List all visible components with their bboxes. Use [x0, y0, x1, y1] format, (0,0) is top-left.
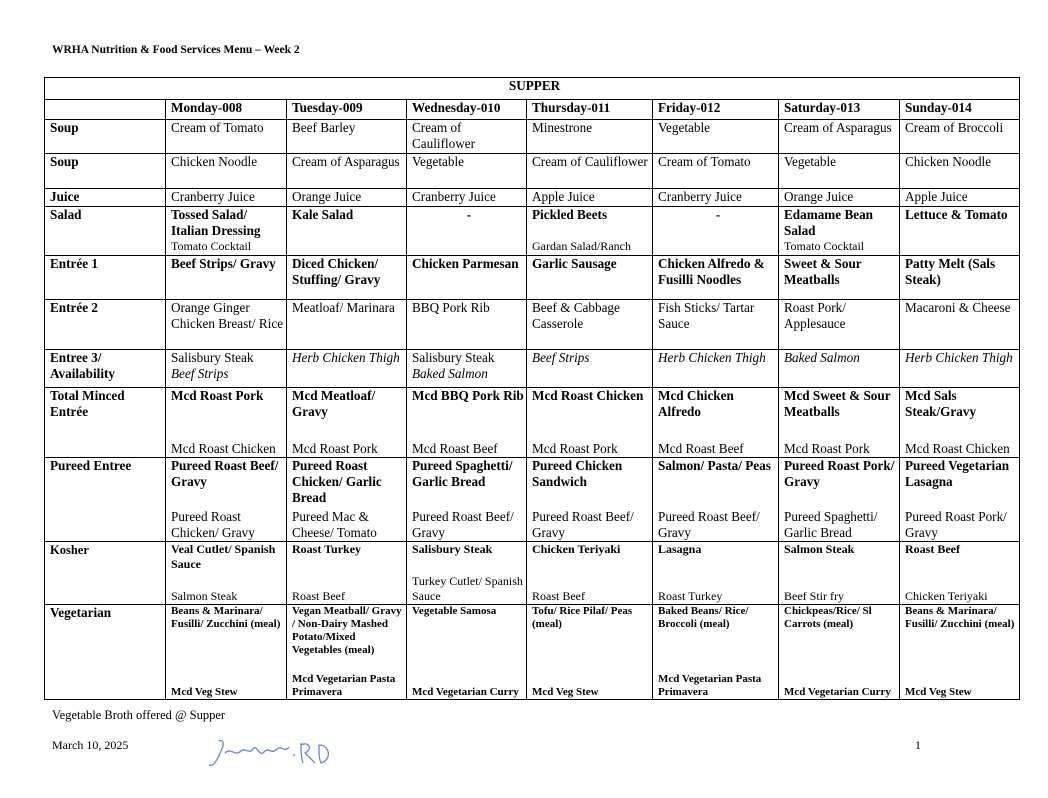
menu-cell: Vegetable: [779, 154, 900, 189]
minced-alternate: Mcd Roast Chicken: [905, 441, 1010, 456]
kosher-alternate: Turkey Cutlet/ Spanish Sauce: [412, 574, 523, 603]
menu-cell: [527, 388, 653, 458]
menu-cell: Roast Pork/ Applesauce: [779, 300, 900, 350]
availability-item: Beef Strips: [532, 350, 590, 365]
menu-cell: Cream of Cauliflower: [407, 120, 527, 154]
menu-cell: [166, 458, 287, 542]
salad-item: Pickled Beets: [532, 207, 608, 222]
vegetarian-alternate: Mcd Vegetarian Pasta Primavera: [292, 673, 396, 698]
vegetarian-item: Vegetable Samosa: [412, 605, 497, 617]
row-label-entree2: Entrée 2: [45, 300, 166, 350]
salad-side: Tomato Cocktail: [784, 239, 865, 253]
menu-cell: Orange Ginger Chicken Breast/ Rice: [166, 300, 287, 350]
day-header: [527, 100, 653, 120]
vegetarian-alternate: Mcd Vegetarian Curry: [412, 686, 519, 698]
minced-item: Mcd Roast Pork: [171, 388, 264, 403]
minced-alternate: Mcd Roast Pork: [784, 441, 870, 456]
day-name: Thursday-: [532, 100, 592, 115]
vegetarian-alternate: Mcd Vegetarian Curry: [784, 686, 891, 698]
menu-cell: [527, 350, 653, 388]
availability-item: Baked Salmon: [412, 366, 488, 381]
menu-cell: [527, 605, 653, 700]
kosher-item: Lasagna: [658, 542, 702, 556]
menu-cell: Patty Melt (Sals Steak): [900, 256, 1020, 300]
menu-cell: Cranberry Juice: [166, 189, 287, 207]
kosher-item: Roast Beef: [905, 542, 960, 556]
menu-cell: [900, 605, 1020, 700]
menu-cell: [287, 542, 407, 605]
menu-cell: [779, 388, 900, 458]
minced-item: Mcd Chicken Alfredo: [658, 388, 734, 419]
menu-cell: Chicken Noodle: [166, 154, 287, 189]
document-title: WRHA Nutrition & Food Services Menu – Week 2: [52, 44, 300, 56]
menu-cell: Minestrone: [527, 120, 653, 154]
pureed-alternate: Pureed Roast Chicken/ Gravy: [171, 509, 255, 540]
vegetarian-item: Baked Beans/ Rice/ Broccoli (meal): [658, 605, 749, 630]
vegetarian-item: Vegan Meatball/ Gravy / Non-Dairy Mashed Potato/Mixed Vegetables (meal): [292, 605, 402, 656]
minced-item: Mcd Roast Chicken: [532, 388, 644, 403]
salad-item: Edamame Bean Salad: [784, 207, 874, 238]
menu-cell: [779, 605, 900, 700]
kosher-item: Veal Cutlet/ Spanish Sauce: [171, 542, 276, 571]
meal-heading: SUPPER: [45, 78, 1020, 100]
menu-cell: [527, 207, 653, 256]
row-label-kosher: Kosher: [45, 542, 166, 605]
signature: [205, 733, 345, 773]
menu-cell: [779, 207, 900, 256]
menu-cell: Fish Sticks/ Tartar Sauce: [653, 300, 779, 350]
menu-cell: [287, 605, 407, 700]
day-name: Saturday-: [784, 100, 841, 115]
menu-cell: Cranberry Juice: [653, 189, 779, 207]
pureed-item: Pureed Vegetarian Lasagna: [905, 458, 1010, 489]
menu-cell: Apple Juice: [527, 189, 653, 207]
row-label-entree1: Entrée 1: [45, 256, 166, 300]
salad-side: Tomato Cocktail: [171, 239, 252, 253]
minced-item: Mcd Sals Steak/Gravy: [905, 388, 977, 419]
kosher-alternate: Roast Beef: [292, 589, 345, 603]
pureed-alternate: Pureed Roast Pork/ Gravy: [905, 509, 1007, 540]
menu-cell: Meatloaf/ Marinara: [287, 300, 407, 350]
row-label-salad: Salad: [45, 207, 166, 256]
row-label-pureed: Pureed Entree: [45, 458, 166, 542]
pureed-item: Salmon/ Pasta/ Peas: [658, 458, 771, 473]
kosher-item: Salisbury Steak: [412, 542, 493, 556]
minced-item: Mcd Meatloaf/ Gravy: [292, 388, 376, 419]
menu-cell: [287, 388, 407, 458]
menu-cell: Beef Strips/ Gravy: [166, 256, 287, 300]
availability-item: Herb Chicken Thigh: [292, 350, 400, 365]
vegetarian-alternate: Mcd Vegetarian Pasta Primavera: [658, 673, 762, 698]
menu-cell: Orange Juice: [287, 189, 407, 207]
row-label-entree3: Entree 3/ Availability: [45, 350, 166, 388]
menu-cell: Cream of Tomato: [653, 154, 779, 189]
day-name: Tuesday-: [292, 100, 343, 115]
vegetarian-item: Tofu/ Rice Pilaf/ Peas (meal): [532, 605, 633, 630]
day-number: 010: [480, 100, 501, 115]
minced-alternate: Mcd Roast Pork: [292, 441, 378, 456]
menu-cell: [653, 542, 779, 605]
menu-cell: [653, 605, 779, 700]
supper-menu-table: [44, 77, 1019, 700]
document-date: March 10, 2025: [52, 738, 129, 752]
menu-cell: Chicken Parmesan: [407, 256, 527, 300]
menu-cell: Cream of Asparagus: [287, 154, 407, 189]
day-header: [166, 100, 287, 120]
row-label-soup2: Soup: [45, 154, 166, 189]
minced-item: Mcd BBQ Pork Rib: [412, 388, 524, 403]
availability-item: Salisbury Steak: [412, 350, 495, 365]
menu-cell: Beef & Cabbage Casserole: [527, 300, 653, 350]
day-name: Friday-: [658, 100, 701, 115]
kosher-alternate: Beef Stir fry: [784, 589, 844, 603]
kosher-alternate: Roast Beef: [532, 589, 585, 603]
day-number: 012: [700, 100, 721, 115]
menu-cell: [653, 458, 779, 542]
kosher-alternate: Salmon Steak: [171, 589, 238, 603]
pureed-alternate: Pureed Mac & Cheese/ Tomato: [292, 509, 377, 540]
availability-item: Herb Chicken Thigh: [658, 350, 766, 365]
menu-cell: Cream of Tomato: [166, 120, 287, 154]
row-label-juice: Juice: [45, 189, 166, 207]
vegetarian-item: Chickpeas/Rice/ Sl Carrots (meal): [784, 605, 872, 630]
menu-cell: [653, 350, 779, 388]
day-number: 011: [591, 100, 611, 115]
menu-cell: [287, 207, 407, 256]
day-name: Wednesday-: [412, 100, 481, 115]
salad-item: Lettuce & Tomato: [905, 207, 1008, 222]
day-header: [779, 100, 900, 120]
menu-cell: [166, 207, 287, 256]
menu-cell: Cranberry Juice: [407, 189, 527, 207]
day-header: [653, 100, 779, 120]
menu-cell: [900, 458, 1020, 542]
vegetarian-alternate: Mcd Veg Stew: [171, 686, 238, 698]
menu-cell: Garlic Sausage: [527, 256, 653, 300]
menu-cell: Orange Juice: [779, 189, 900, 207]
vegetarian-item: Beans & Marinara/ Fusilli/ Zucchini (meal): [905, 605, 1015, 630]
availability-item: Salisbury Steak: [171, 350, 254, 365]
menu-cell: Beef Barley: [287, 120, 407, 154]
day-number: 013: [840, 100, 861, 115]
menu-cell: [407, 605, 527, 700]
menu-cell: Apple Juice: [900, 189, 1020, 207]
kosher-alternate: Chicken Teriyaki: [905, 589, 988, 603]
menu-cell: [900, 207, 1020, 256]
pureed-item: Pureed Chicken Sandwich: [532, 458, 623, 489]
pureed-item: Pureed Roast Beef/ Gravy: [171, 458, 279, 489]
salad-side: Gardan Salad/Ranch: [532, 239, 631, 253]
menu-cell: [407, 350, 527, 388]
availability-item: Baked Salmon: [784, 350, 860, 365]
minced-item: Mcd Sweet & Sour Meatballs: [784, 388, 891, 419]
corner-cell: [45, 100, 166, 120]
availability-item: Beef Strips: [171, 366, 229, 381]
day-number: 008: [222, 100, 243, 115]
row-label-vegetarian: Vegetarian: [45, 605, 166, 700]
menu-cell: [287, 458, 407, 542]
menu-cell: Chicken Alfredo & Fusilli Noodles: [653, 256, 779, 300]
pureed-item: Pureed Roast Pork/ Gravy: [784, 458, 895, 489]
menu-cell: Cream of Cauliflower: [527, 154, 653, 189]
day-name: Monday-: [171, 100, 223, 115]
minced-alternate: Mcd Roast Pork: [532, 441, 618, 456]
salad-item: -: [715, 207, 721, 222]
minced-alternate: Mcd Roast Chicken: [171, 441, 276, 456]
menu-cell: Cream of Asparagus: [779, 120, 900, 154]
menu-cell: [407, 458, 527, 542]
menu-cell: [287, 350, 407, 388]
menu-cell: Vegetable: [407, 154, 527, 189]
pureed-alternate: Pureed Roast Beef/ Gravy: [532, 509, 634, 540]
menu-cell: [166, 542, 287, 605]
vegetarian-alternate: Mcd Veg Stew: [905, 686, 972, 698]
menu-cell: Chicken Noodle: [900, 154, 1020, 189]
menu-cell: Vegetable: [653, 120, 779, 154]
row-label-minced: Total Minced Entrée: [45, 388, 166, 458]
minced-alternate: Mcd Roast Beef: [412, 441, 498, 456]
menu-cell: [407, 388, 527, 458]
menu-cell: Macaroni & Cheese: [900, 300, 1020, 350]
menu-cell: [166, 605, 287, 700]
day-number: 014: [951, 100, 972, 115]
row-label-soup1: Soup: [45, 120, 166, 154]
salad-item: Tossed Salad/ Italian Dressing: [171, 207, 261, 238]
kosher-item: Roast Turkey: [292, 542, 362, 556]
pureed-alternate: Pureed Spaghetti/ Garlic Bread: [784, 509, 878, 540]
menu-cell: [653, 388, 779, 458]
kosher-alternate: Roast Turkey: [658, 589, 723, 603]
menu-cell: [407, 542, 527, 605]
menu-cell: [527, 542, 653, 605]
menu-cell: [166, 350, 287, 388]
menu-cell: [900, 350, 1020, 388]
vegetarian-item: Beans & Marinara/ Fusilli/ Zucchini (meal): [171, 605, 281, 630]
menu-cell: [900, 388, 1020, 458]
pureed-alternate: Pureed Roast Beef/ Gravy: [658, 509, 760, 540]
pureed-alternate: Pureed Roast Beef/ Gravy: [412, 509, 514, 540]
vegetarian-alternate: Mcd Veg Stew: [532, 686, 599, 698]
day-number: 009: [342, 100, 363, 115]
day-name: Sunday-: [905, 100, 952, 115]
menu-cell: Sweet & Sour Meatballs: [779, 256, 900, 300]
pureed-item: Pureed Spaghetti/ Garlic Bread: [412, 458, 513, 489]
minced-alternate: Mcd Roast Beef: [658, 441, 744, 456]
menu-cell: Cream of Broccoli: [900, 120, 1020, 154]
salad-item: -: [466, 207, 472, 222]
footer-note: Vegetable Broth offered @ Supper: [52, 708, 226, 722]
menu-cell: [166, 388, 287, 458]
menu-cell: Diced Chicken/ Stuffing/ Gravy: [287, 256, 407, 300]
day-header: [900, 100, 1020, 120]
kosher-item: Chicken Teriyaki: [532, 542, 621, 556]
salad-item: Kale Salad: [292, 207, 354, 222]
menu-cell: [779, 458, 900, 542]
page-number: 1: [915, 738, 921, 752]
day-header: [287, 100, 407, 120]
menu-cell: [779, 350, 900, 388]
menu-cell: [407, 207, 527, 256]
menu-cell: [527, 458, 653, 542]
menu-cell: [653, 207, 779, 256]
menu-cell: BBQ Pork Rib: [407, 300, 527, 350]
menu-cell: [779, 542, 900, 605]
availability-item: Herb Chicken Thigh: [905, 350, 1013, 365]
menu-cell: [900, 542, 1020, 605]
kosher-item: Salmon Steak: [784, 542, 855, 556]
pureed-item: Pureed Roast Chicken/ Garlic Bread: [292, 458, 382, 505]
day-header: [407, 100, 527, 120]
